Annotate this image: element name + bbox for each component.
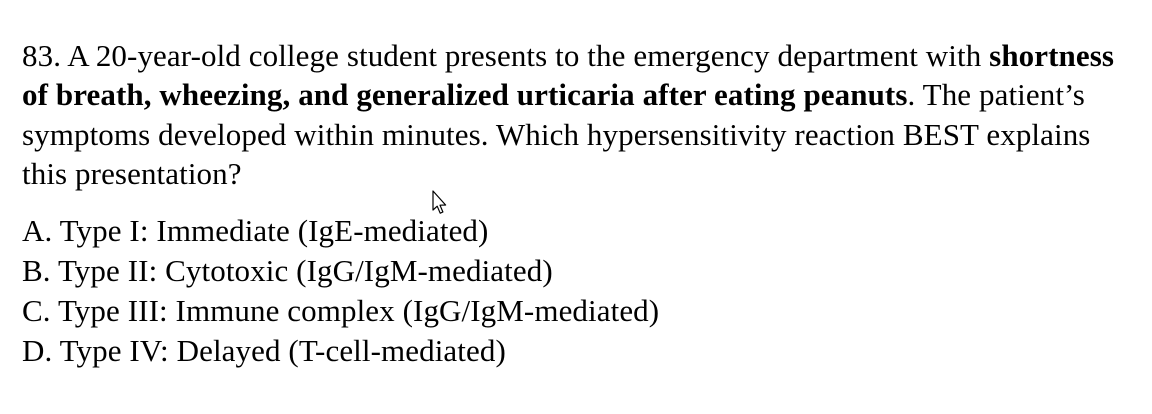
answer-choice-a-text: Type I: Immediate (IgE-mediated) <box>59 213 489 249</box>
answer-choice-a[interactable] <box>22 211 1122 251</box>
question-stem <box>22 36 1122 193</box>
answer-choice-b-text: Type II: Cytotoxic (IgG/IgM-mediated) <box>57 253 553 289</box>
question-stem-emphasis: shortness of breath, wheezing, and generalized urticaria after eating peanuts <box>22 38 1115 113</box>
answer-choices <box>22 211 1122 371</box>
question-stem-tail: . The patient’s symptoms developed within minutes. Which hypersensitivity reaction BEST explains this presentation? <box>22 77 1091 192</box>
answer-choice-b-label: B. <box>22 253 51 289</box>
answer-choice-d-text: Type IV: Delayed (T-cell-mediated) <box>59 333 506 369</box>
question-stem-lead: A 20-year-old college student presents to the emergency department with <box>67 38 990 73</box>
answer-choice-b[interactable] <box>22 251 1122 291</box>
answer-choice-c[interactable] <box>22 291 1122 331</box>
answer-choice-c-text: Type III: Immune complex (IgG/IgM-mediated) <box>57 293 660 329</box>
answer-choice-c-label: C. <box>22 293 51 329</box>
answer-choice-d-label: D. <box>22 333 53 369</box>
question-number: 83. <box>22 38 62 73</box>
answer-choice-a-label: A. <box>22 213 53 249</box>
answer-choice-d[interactable] <box>22 331 1122 371</box>
